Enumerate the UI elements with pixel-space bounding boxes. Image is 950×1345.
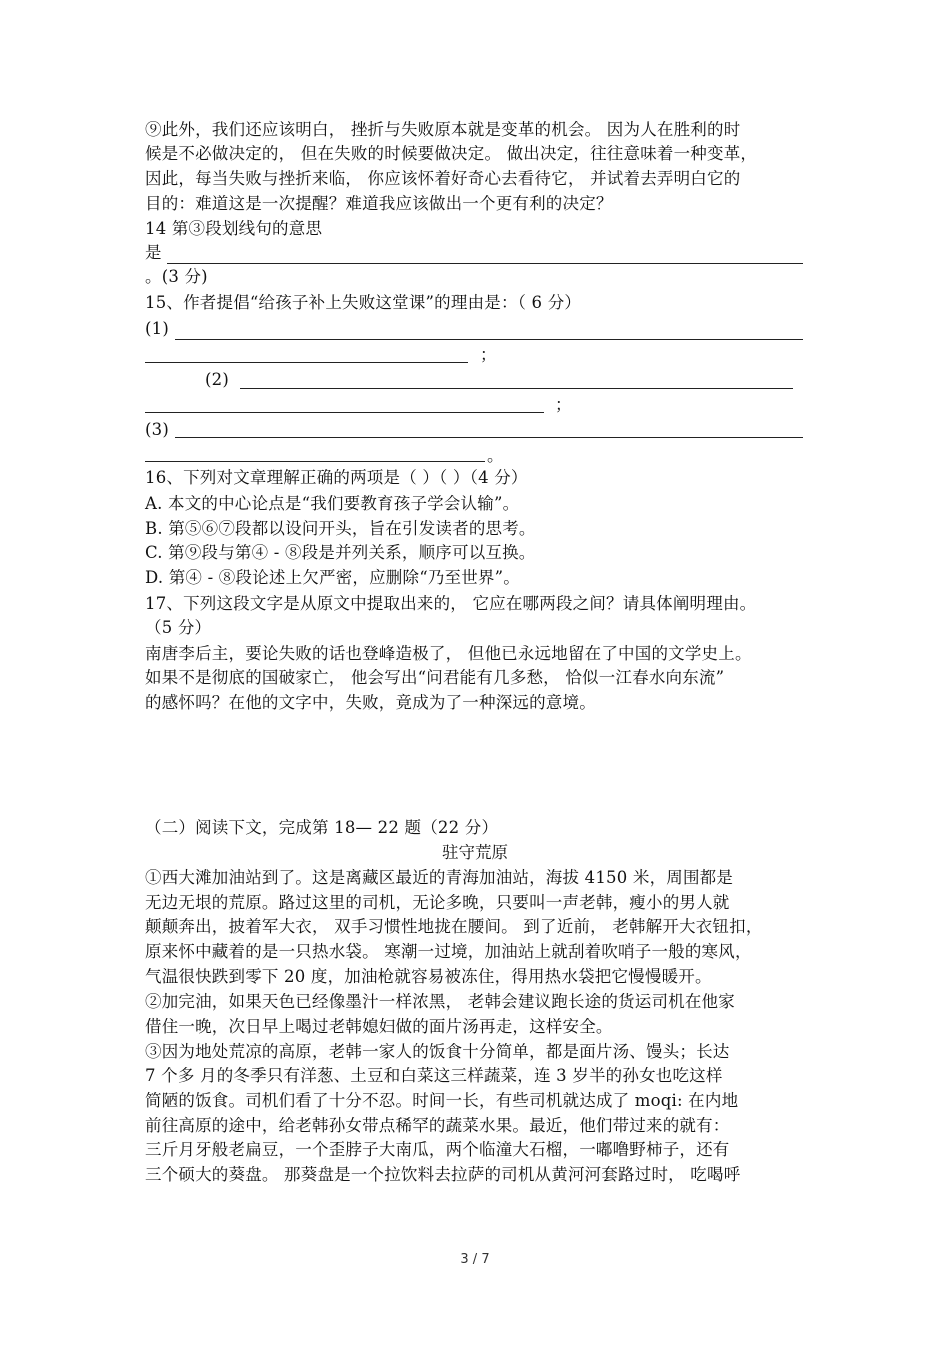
article-line: 借住一晚，次日早上喝过老韩媳妇做的面片汤再走，这样安全。 [145,1017,613,1036]
question-15-end-1: ； [480,345,497,364]
question-17-score: （5 分） [145,618,212,637]
article-line: ②加完油，如果天色已经像墨汁一样浓黑， 老韩会建议跑长途的货运司机在他家 [145,992,735,1011]
question-15-item-1: (1) [145,319,169,338]
answer-line [167,263,803,264]
quoted-passage-line: 如果不是彻底的国破家亡， 他会写出“问君能有几多愁， 恰似一江春水向东流” [145,668,725,687]
question-15-item-3: (3) [145,420,169,439]
question-15-item-2: (2) [205,370,229,389]
answer-line [240,388,793,389]
question-14-title: 14 第③段划线句的意思 [145,219,323,238]
article-title: 驻守荒原 [442,843,508,862]
quoted-passage-line: 的感怀吗？在他的文字中，失败，竟成为了一种深远的意境。 [145,693,596,712]
question-15-title: 15、作者提倡“给孩子补上失败这堂课”的理由是：（ 6 分） [145,293,582,312]
paragraph-line: ⑨此外，我们还应该明白， 挫折与失败原本就是变革的机会。 因为人在胜利的时 [145,120,741,139]
option-b: B. 第⑤⑥⑦段都以设问开头，旨在引发读者的思考。 [145,519,536,538]
quoted-passage-line: 南唐李后主，要论失败的话也登峰造极了， 但他已永远地留在了中国的文学史上。 [145,644,752,663]
paragraph-line: 因此，每当失败与挫折来临， 你应该怀着好奇心去看待它， 并试着去弄明白它的 [145,169,741,188]
option-c: C. 第⑨段与第④ - ⑧段是并列关系，顺序可以互换。 [145,543,536,562]
paragraph-line: 目的：难道这是一次提醒？难道我应该做出一个更有利的决定？ [145,194,613,213]
question-17-title: 17、下列这段文字是从原文中提取出来的， 它应在哪两段之间？请具体阐明理由。 [145,594,757,613]
article-line: 三斤月牙般老扁豆，一个歪脖子大南瓜，两个临潼大石榴，一嘟噜野柿子，还有 [145,1140,730,1159]
question-15-end-2: ； [555,395,572,414]
answer-line [145,362,468,363]
article-line: ③因为地处荒凉的高原，老韩一家人的饭食十分简单，都是面片汤、馒头；长达 [145,1042,730,1061]
article-line: 原来怀中藏着的是一只热水袋。 寒潮一过境，加油站上就刮着吹哨子一般的寒风， [145,942,752,961]
article-line: 前往高原的途中，给老韩孙女带点稀罕的蔬菜水果。最近，他们带过来的就有： [145,1116,730,1135]
option-a: A. 本文的中心论点是“我们要教育孩子学会认输”。 [145,494,520,513]
article-line: 简陋的饭食。司机们看了十分不忍。时间一长，有些司机就达成了 moqi: 在内地 [145,1091,739,1110]
article-line: 颠颠奔出，披着军大衣， 双手习惯性地拢在腰间。 到了近前， 老韩解开大衣钮扣， [145,917,763,936]
answer-line [175,437,803,438]
article-line: 气温很快跌到零下 20 度，加油枪就容易被冻住，得用热水袋把它慢慢暖开。 [145,967,712,986]
answer-line [175,339,803,340]
page-number: 3 / 7 [460,1252,490,1267]
article-line: 无边无垠的荒原。路过这里的司机，无论多晚，只要叫一声老韩，瘦小的男人就 [145,893,730,912]
answer-line [145,412,544,413]
question-14-prefix: 是 [145,243,162,262]
article-line: 7 个多 月的冬季只有洋葱、土豆和白菜这三样蔬菜，连 3 岁半的孙女也吃这样 [145,1066,723,1085]
question-14-suffix: 。(3 分) [145,267,208,286]
answer-line [145,461,485,462]
question-16-title: 16、下列对文章理解正确的两项是（ ）（ ）（4 分） [145,468,528,487]
section-heading: （二）阅读下文，完成第 18— 22 题（22 分） [145,818,499,837]
article-line: ①西大滩加油站到了。这是离藏区最近的青海加油站，海拔 4150 米，周围都是 [145,868,734,887]
option-d: D. 第④ - ⑧段论述上欠严密，应删除“乃至世界”。 [145,568,520,587]
article-line: 三个硕大的葵盘。 那葵盘是一个拉饮料去拉萨的司机从黄河河套路过时， 吃喝呼 [145,1165,741,1184]
question-15-end-3: 。 [487,446,504,465]
paragraph-line: 候是不必做决定的， 但在失败的时候要做决定。 做出决定，往往意味着一种变革， [145,144,758,163]
